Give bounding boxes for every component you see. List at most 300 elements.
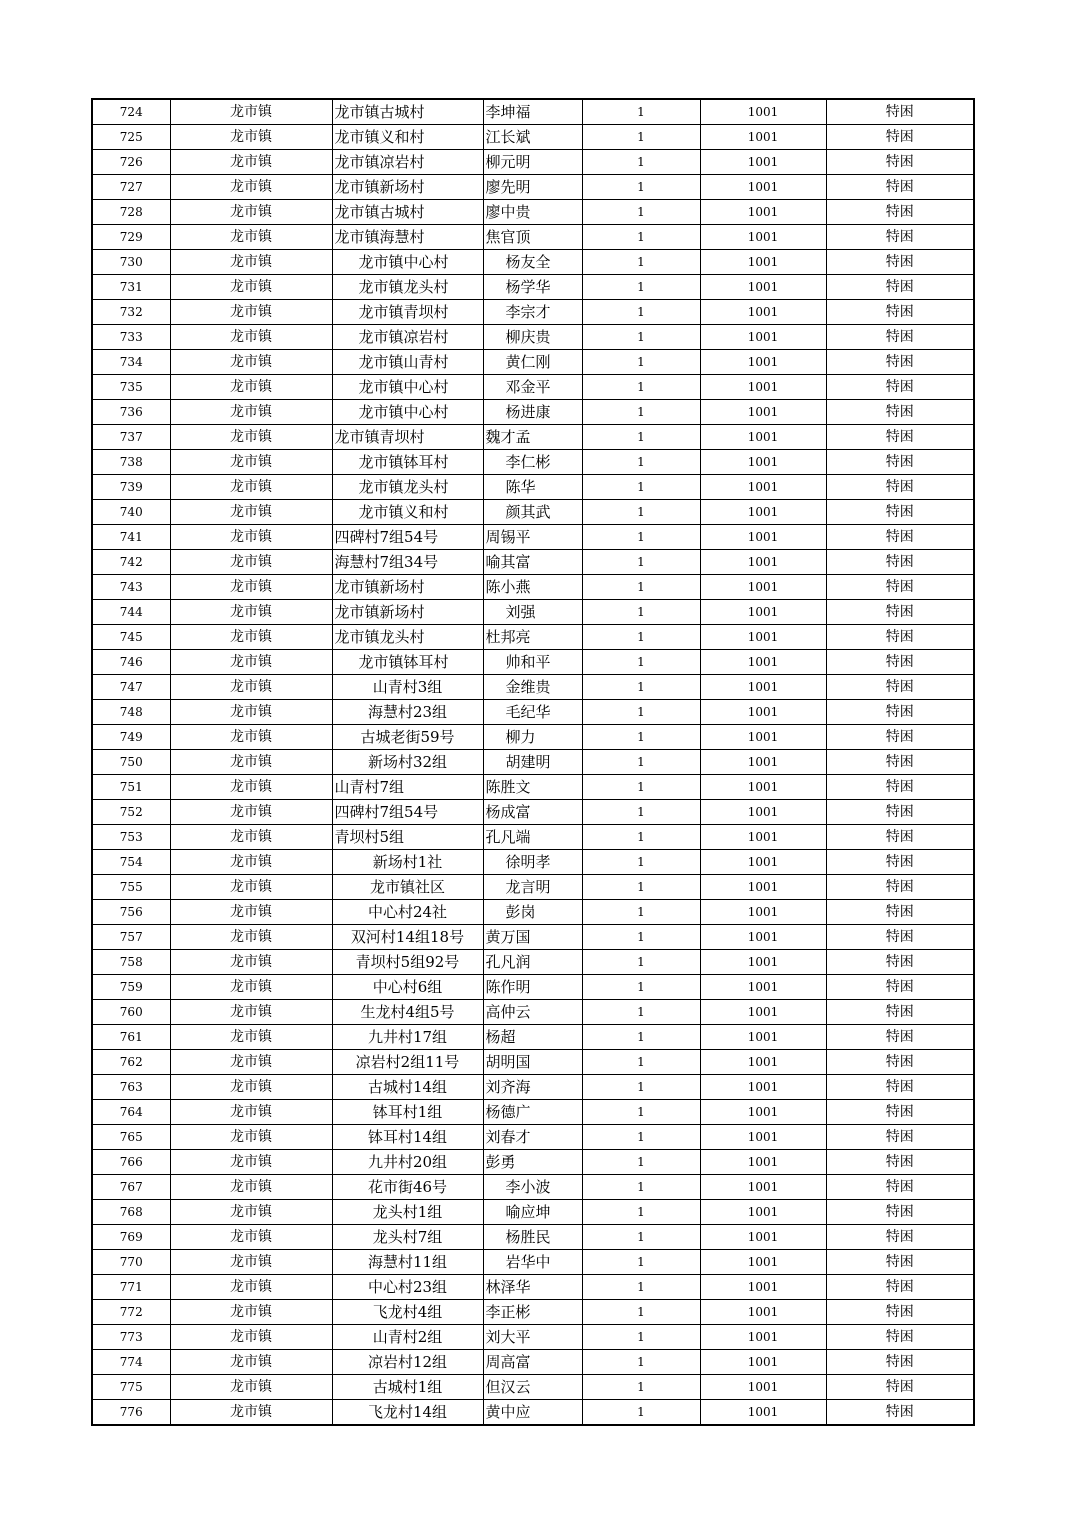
table-body (92, 99, 974, 1425)
row-number-cell: 729 (92, 225, 170, 250)
table-row (92, 99, 974, 125)
table-row (92, 675, 974, 700)
person-name-cell: 彭勇 (483, 1150, 582, 1175)
person-name-cell: 孔凡端 (483, 825, 582, 850)
row-number-cell: 763 (92, 1075, 170, 1100)
row-number-cell: 744 (92, 600, 170, 625)
person-name-cell: 刘齐海 (483, 1075, 582, 1100)
code-cell: 1001 (700, 375, 826, 400)
address-cell: 龙市镇中心村 (332, 375, 483, 400)
category-cell: 特困 (826, 975, 974, 1000)
town-cell: 龙市镇 (170, 550, 332, 575)
town-cell: 龙市镇 (170, 175, 332, 200)
category-cell: 特困 (826, 650, 974, 675)
person-name-cell: 李仁彬 (483, 450, 582, 475)
person-name-cell: 刘大平 (483, 1325, 582, 1350)
town-cell: 龙市镇 (170, 99, 332, 125)
table-row (92, 975, 974, 1000)
person-name-cell: 刘强 (483, 600, 582, 625)
town-cell: 龙市镇 (170, 325, 332, 350)
code-cell: 1001 (700, 1025, 826, 1050)
category-cell: 特困 (826, 475, 974, 500)
quantity-cell: 1 (582, 500, 700, 525)
category-cell: 特困 (826, 125, 974, 150)
table-row (92, 1350, 974, 1375)
row-number-cell: 726 (92, 150, 170, 175)
category-cell: 特困 (826, 875, 974, 900)
row-number-cell: 739 (92, 475, 170, 500)
address-cell: 龙市镇龙头村 (332, 275, 483, 300)
category-cell: 特困 (826, 950, 974, 975)
table-row (92, 225, 974, 250)
town-cell: 龙市镇 (170, 1075, 332, 1100)
person-name-cell: 杨成富 (483, 800, 582, 825)
town-cell: 龙市镇 (170, 925, 332, 950)
person-name-cell: 周锡平 (483, 525, 582, 550)
row-number-cell: 761 (92, 1025, 170, 1050)
address-cell: 四碑村7组54号 (332, 525, 483, 550)
category-cell: 特困 (826, 1000, 974, 1025)
code-cell: 1001 (700, 1275, 826, 1300)
address-cell: 新场村32组 (332, 750, 483, 775)
person-name-cell: 黄仁刚 (483, 350, 582, 375)
quantity-cell: 1 (582, 575, 700, 600)
quantity-cell: 1 (582, 1125, 700, 1150)
quantity-cell: 1 (582, 950, 700, 975)
category-cell: 特困 (826, 1375, 974, 1400)
quantity-cell: 1 (582, 1300, 700, 1325)
address-cell: 龙市镇社区 (332, 875, 483, 900)
person-name-cell: 魏才孟 (483, 425, 582, 450)
category-cell: 特困 (826, 1050, 974, 1075)
row-number-cell: 749 (92, 725, 170, 750)
address-cell: 龙市镇钵耳村 (332, 450, 483, 475)
town-cell: 龙市镇 (170, 525, 332, 550)
table-row (92, 1325, 974, 1350)
category-cell: 特困 (826, 1175, 974, 1200)
table-row (92, 600, 974, 625)
category-cell: 特困 (826, 800, 974, 825)
row-number-cell: 738 (92, 450, 170, 475)
quantity-cell: 1 (582, 1150, 700, 1175)
quantity-cell: 1 (582, 1350, 700, 1375)
quantity-cell: 1 (582, 325, 700, 350)
row-number-cell: 736 (92, 400, 170, 425)
table-row (92, 425, 974, 450)
town-cell: 龙市镇 (170, 775, 332, 800)
person-name-cell: 陈作明 (483, 975, 582, 1000)
person-name-cell: 孔凡润 (483, 950, 582, 975)
town-cell: 龙市镇 (170, 125, 332, 150)
category-cell: 特困 (826, 525, 974, 550)
address-cell: 山青村3组 (332, 675, 483, 700)
table-row (92, 875, 974, 900)
quantity-cell: 1 (582, 1375, 700, 1400)
town-cell: 龙市镇 (170, 875, 332, 900)
person-name-cell: 岩华中 (483, 1250, 582, 1275)
row-number-cell: 733 (92, 325, 170, 350)
town-cell: 龙市镇 (170, 625, 332, 650)
category-cell: 特困 (826, 1275, 974, 1300)
town-cell: 龙市镇 (170, 1050, 332, 1075)
row-number-cell: 751 (92, 775, 170, 800)
table-row (92, 525, 974, 550)
person-name-cell: 胡明国 (483, 1050, 582, 1075)
table-row (92, 375, 974, 400)
row-number-cell: 766 (92, 1150, 170, 1175)
code-cell: 1001 (700, 675, 826, 700)
town-cell: 龙市镇 (170, 150, 332, 175)
address-cell: 钵耳村14组 (332, 1125, 483, 1150)
person-name-cell: 李正彬 (483, 1300, 582, 1325)
row-number-cell: 776 (92, 1400, 170, 1426)
person-name-cell: 柳庆贵 (483, 325, 582, 350)
code-cell: 1001 (700, 200, 826, 225)
person-name-cell: 杨进康 (483, 400, 582, 425)
town-cell: 龙市镇 (170, 1100, 332, 1125)
person-name-cell: 陈小燕 (483, 575, 582, 600)
category-cell: 特困 (826, 575, 974, 600)
address-cell: 龙头村1组 (332, 1200, 483, 1225)
category-cell: 特困 (826, 1400, 974, 1426)
category-cell: 特困 (826, 850, 974, 875)
quantity-cell: 1 (582, 400, 700, 425)
code-cell: 1001 (700, 450, 826, 475)
address-cell: 龙市镇古城村 (332, 200, 483, 225)
address-cell: 飞龙村14组 (332, 1400, 483, 1426)
row-number-cell: 764 (92, 1100, 170, 1125)
town-cell: 龙市镇 (170, 850, 332, 875)
quantity-cell: 1 (582, 700, 700, 725)
quantity-cell: 1 (582, 600, 700, 625)
table-row (92, 1025, 974, 1050)
person-name-cell: 帅和平 (483, 650, 582, 675)
quantity-cell: 1 (582, 1225, 700, 1250)
person-name-cell: 黄万国 (483, 925, 582, 950)
row-number-cell: 762 (92, 1050, 170, 1075)
address-cell: 生龙村4组5号 (332, 1000, 483, 1025)
row-number-cell: 728 (92, 200, 170, 225)
row-number-cell: 765 (92, 1125, 170, 1150)
category-cell: 特困 (826, 1300, 974, 1325)
category-cell: 特困 (826, 1075, 974, 1100)
row-number-cell: 748 (92, 700, 170, 725)
row-number-cell: 754 (92, 850, 170, 875)
person-name-cell: 林泽华 (483, 1275, 582, 1300)
quantity-cell: 1 (582, 1000, 700, 1025)
code-cell: 1001 (700, 1325, 826, 1350)
row-number-cell: 758 (92, 950, 170, 975)
row-number-cell: 743 (92, 575, 170, 600)
address-cell: 九井村17组 (332, 1025, 483, 1050)
person-name-cell: 喻应坤 (483, 1200, 582, 1225)
category-cell: 特困 (826, 775, 974, 800)
quantity-cell: 1 (582, 1275, 700, 1300)
table-row (92, 1300, 974, 1325)
code-cell: 1001 (700, 400, 826, 425)
table-row (92, 1225, 974, 1250)
quantity-cell: 1 (582, 1200, 700, 1225)
address-cell: 龙市镇新场村 (332, 175, 483, 200)
quantity-cell: 1 (582, 1175, 700, 1200)
category-cell: 特困 (826, 99, 974, 125)
table-row (92, 275, 974, 300)
code-cell: 1001 (700, 475, 826, 500)
table-row (92, 400, 974, 425)
code-cell: 1001 (700, 150, 826, 175)
row-number-cell: 740 (92, 500, 170, 525)
row-number-cell: 757 (92, 925, 170, 950)
quantity-cell: 1 (582, 275, 700, 300)
code-cell: 1001 (700, 525, 826, 550)
person-name-cell: 李坤福 (483, 99, 582, 125)
town-cell: 龙市镇 (170, 1275, 332, 1300)
address-cell: 龙市镇凉岩村 (332, 325, 483, 350)
address-cell: 山青村7组 (332, 775, 483, 800)
person-name-cell: 廖中贵 (483, 200, 582, 225)
person-name-cell: 金维贵 (483, 675, 582, 700)
category-cell: 特困 (826, 725, 974, 750)
code-cell: 1001 (700, 99, 826, 125)
table-row (92, 625, 974, 650)
category-cell: 特困 (826, 325, 974, 350)
table-row (92, 800, 974, 825)
row-number-cell: 755 (92, 875, 170, 900)
address-cell: 龙市镇山青村 (332, 350, 483, 375)
code-cell: 1001 (700, 500, 826, 525)
category-cell: 特困 (826, 1100, 974, 1125)
person-name-cell: 柳力 (483, 725, 582, 750)
code-cell: 1001 (700, 1175, 826, 1200)
address-cell: 古城村14组 (332, 1075, 483, 1100)
address-cell: 龙市镇青坝村 (332, 425, 483, 450)
code-cell: 1001 (700, 1200, 826, 1225)
table-row (92, 1150, 974, 1175)
town-cell: 龙市镇 (170, 1400, 332, 1426)
quantity-cell: 1 (582, 375, 700, 400)
table-row (92, 1125, 974, 1150)
town-cell: 龙市镇 (170, 800, 332, 825)
category-cell: 特困 (826, 675, 974, 700)
code-cell: 1001 (700, 825, 826, 850)
address-cell: 古城老街59号 (332, 725, 483, 750)
code-cell: 1001 (700, 1400, 826, 1426)
town-cell: 龙市镇 (170, 1150, 332, 1175)
quantity-cell: 1 (582, 800, 700, 825)
row-number-cell: 724 (92, 99, 170, 125)
address-cell: 龙市镇中心村 (332, 250, 483, 275)
person-name-cell: 龙言明 (483, 875, 582, 900)
town-cell: 龙市镇 (170, 400, 332, 425)
address-cell: 凉岩村2组11号 (332, 1050, 483, 1075)
quantity-cell: 1 (582, 1250, 700, 1275)
table-row (92, 850, 974, 875)
table-row (92, 700, 974, 725)
person-name-cell: 黄中应 (483, 1400, 582, 1426)
address-cell: 龙市镇义和村 (332, 500, 483, 525)
code-cell: 1001 (700, 425, 826, 450)
table-row (92, 1400, 974, 1426)
quantity-cell: 1 (582, 250, 700, 275)
row-number-cell: 730 (92, 250, 170, 275)
quantity-cell: 1 (582, 1400, 700, 1426)
address-cell: 四碑村7组54号 (332, 800, 483, 825)
category-cell: 特困 (826, 150, 974, 175)
code-cell: 1001 (700, 625, 826, 650)
table-row (92, 1200, 974, 1225)
quantity-cell: 1 (582, 775, 700, 800)
category-cell: 特困 (826, 750, 974, 775)
person-name-cell: 李宗才 (483, 300, 582, 325)
town-cell: 龙市镇 (170, 975, 332, 1000)
quantity-cell: 1 (582, 625, 700, 650)
town-cell: 龙市镇 (170, 600, 332, 625)
table-row (92, 575, 974, 600)
quantity-cell: 1 (582, 475, 700, 500)
category-cell: 特困 (826, 1225, 974, 1250)
row-number-cell: 747 (92, 675, 170, 700)
category-cell: 特困 (826, 1125, 974, 1150)
quantity-cell: 1 (582, 1050, 700, 1075)
quantity-cell: 1 (582, 450, 700, 475)
person-name-cell: 毛纪华 (483, 700, 582, 725)
person-name-cell: 喻其富 (483, 550, 582, 575)
quantity-cell: 1 (582, 1325, 700, 1350)
code-cell: 1001 (700, 725, 826, 750)
code-cell: 1001 (700, 650, 826, 675)
town-cell: 龙市镇 (170, 750, 332, 775)
table-row (92, 1050, 974, 1075)
row-number-cell: 737 (92, 425, 170, 450)
table-row (92, 150, 974, 175)
code-cell: 1001 (700, 1375, 826, 1400)
row-number-cell: 735 (92, 375, 170, 400)
category-cell: 特困 (826, 1250, 974, 1275)
category-cell: 特困 (826, 275, 974, 300)
row-number-cell: 760 (92, 1000, 170, 1025)
town-cell: 龙市镇 (170, 1125, 332, 1150)
address-cell: 九井村20组 (332, 1150, 483, 1175)
address-cell: 龙市镇义和村 (332, 125, 483, 150)
town-cell: 龙市镇 (170, 675, 332, 700)
code-cell: 1001 (700, 1125, 826, 1150)
quantity-cell: 1 (582, 200, 700, 225)
address-cell: 青坝村5组 (332, 825, 483, 850)
person-name-cell: 廖先明 (483, 175, 582, 200)
quantity-cell: 1 (582, 425, 700, 450)
quantity-cell: 1 (582, 725, 700, 750)
person-name-cell: 焦官顶 (483, 225, 582, 250)
category-cell: 特困 (826, 200, 974, 225)
category-cell: 特困 (826, 1350, 974, 1375)
code-cell: 1001 (700, 350, 826, 375)
town-cell: 龙市镇 (170, 1200, 332, 1225)
code-cell: 1001 (700, 250, 826, 275)
town-cell: 龙市镇 (170, 500, 332, 525)
code-cell: 1001 (700, 775, 826, 800)
code-cell: 1001 (700, 1050, 826, 1075)
person-name-cell: 彭岗 (483, 900, 582, 925)
town-cell: 龙市镇 (170, 1225, 332, 1250)
code-cell: 1001 (700, 750, 826, 775)
category-cell: 特困 (826, 300, 974, 325)
quantity-cell: 1 (582, 675, 700, 700)
code-cell: 1001 (700, 800, 826, 825)
row-number-cell: 771 (92, 1275, 170, 1300)
town-cell: 龙市镇 (170, 900, 332, 925)
row-number-cell: 769 (92, 1225, 170, 1250)
category-cell: 特困 (826, 1200, 974, 1225)
quantity-cell: 1 (582, 550, 700, 575)
address-cell: 山青村2组 (332, 1325, 483, 1350)
quantity-cell: 1 (582, 925, 700, 950)
person-name-cell: 杨德广 (483, 1100, 582, 1125)
code-cell: 1001 (700, 850, 826, 875)
table-row (92, 775, 974, 800)
address-cell: 龙市镇中心村 (332, 400, 483, 425)
table-row (92, 750, 974, 775)
town-cell: 龙市镇 (170, 475, 332, 500)
category-cell: 特困 (826, 500, 974, 525)
address-cell: 海慧村11组 (332, 1250, 483, 1275)
category-cell: 特困 (826, 425, 974, 450)
row-number-cell: 759 (92, 975, 170, 1000)
table-row (92, 1075, 974, 1100)
roster-table (91, 98, 975, 1426)
person-name-cell: 杨友全 (483, 250, 582, 275)
category-cell: 特困 (826, 1325, 974, 1350)
table-row (92, 450, 974, 475)
code-cell: 1001 (700, 875, 826, 900)
address-cell: 海慧村23组 (332, 700, 483, 725)
category-cell: 特困 (826, 1025, 974, 1050)
table-row (92, 1275, 974, 1300)
person-name-cell: 徐明孝 (483, 850, 582, 875)
person-name-cell: 但汉云 (483, 1375, 582, 1400)
code-cell: 1001 (700, 1225, 826, 1250)
town-cell: 龙市镇 (170, 200, 332, 225)
table-row (92, 325, 974, 350)
row-number-cell: 727 (92, 175, 170, 200)
code-cell: 1001 (700, 900, 826, 925)
table-row (92, 950, 974, 975)
town-cell: 龙市镇 (170, 375, 332, 400)
address-cell: 中心村24社 (332, 900, 483, 925)
person-name-cell: 周高富 (483, 1350, 582, 1375)
quantity-cell: 1 (582, 350, 700, 375)
address-cell: 龙市镇海慧村 (332, 225, 483, 250)
town-cell: 龙市镇 (170, 1000, 332, 1025)
quantity-cell: 1 (582, 300, 700, 325)
code-cell: 1001 (700, 950, 826, 975)
code-cell: 1001 (700, 575, 826, 600)
table-row (92, 200, 974, 225)
table-row (92, 1000, 974, 1025)
quantity-cell: 1 (582, 1025, 700, 1050)
table-row (92, 125, 974, 150)
person-name-cell: 刘春才 (483, 1125, 582, 1150)
town-cell: 龙市镇 (170, 300, 332, 325)
quantity-cell: 1 (582, 825, 700, 850)
person-name-cell: 高仲云 (483, 1000, 582, 1025)
category-cell: 特困 (826, 825, 974, 850)
category-cell: 特困 (826, 175, 974, 200)
quantity-cell: 1 (582, 875, 700, 900)
person-name-cell: 陈胜文 (483, 775, 582, 800)
address-cell: 龙市镇新场村 (332, 575, 483, 600)
quantity-cell: 1 (582, 750, 700, 775)
table-row (92, 825, 974, 850)
